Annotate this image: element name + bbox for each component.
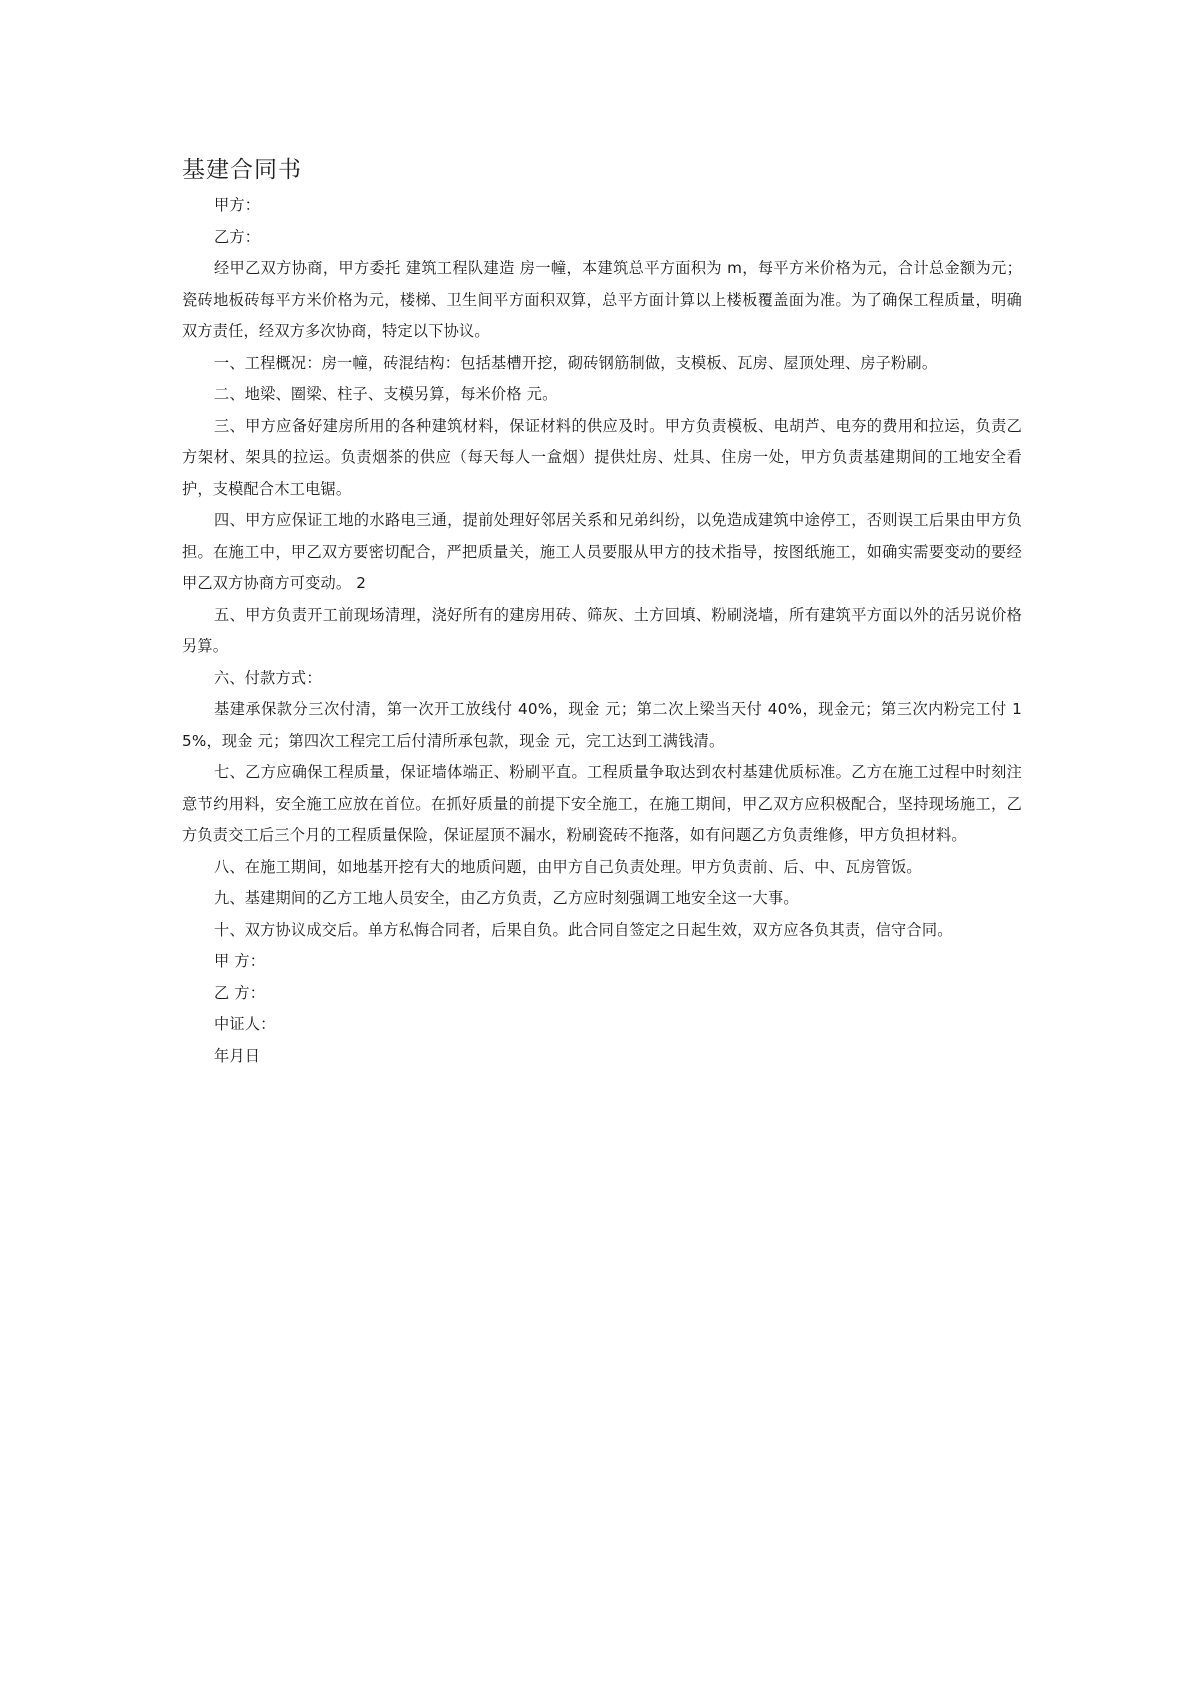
clause-2: 二、地梁、圈梁、柱子、支模另算，每米价格 元。 — [214, 385, 558, 403]
party-a-header: 甲方： — [214, 196, 261, 214]
party-b-header: 乙方： — [214, 227, 261, 246]
signature-party-a: 甲 方： — [214, 952, 266, 970]
signature-date: 年月日 — [214, 1046, 261, 1065]
clause-5: 五、甲方负责开工前现场清理，浇好所有的建房用砖、筛灰、土方回填、粉刷浇墙，所有建筑平方面以外的活另说价格另算。 — [182, 605, 1022, 655]
payment-terms: 基建承保款分三次付清，第一次开工放线付 40%，现金 元；第二次上梁当天付 40%，现金元；第三次内粉完工付 15%，现金 元；第四次工程完工后付清所承包款，现金 元，完工达到工满钱清。 — [182, 700, 1022, 750]
clause-8: 八、在施工期间，如地基开挖有大的地质问题，由甲方自己负责处理。甲方负责前、后、中、瓦房管饭。 — [214, 857, 922, 876]
clause-4: 四、甲方应保证工地的水路电三通，提前处理好邻居关系和兄弟纠纷，以免造成建筑中途停工，否则误工后果由甲方负担。在施工中，甲乙双方要密切配合，严把质量关，施工人员要服从甲方的技术指导，按图纸施工，如确实需要变动的要经甲乙双方协商方可变动。 2 — [182, 511, 1022, 592]
intro-paragraph: 经甲乙双方协商，甲方委托 建筑工程队建造 房一幢，本建筑总平方面积为 m，每平方米价格为元，合计总金额为元；瓷砖地板砖每平方米价格为元，楼梯、卫生间平方面积双算，总平方面计算以上楼板覆盖面为准。为了确保工程质量，明确双方责任，经双方多次协商，特定以下协议。 — [182, 259, 1022, 340]
signature-party-b: 乙 方： — [214, 983, 266, 1002]
clause-10: 十、双方协议成交后。单方私悔合同者，后果自负。此合同自签定之日起生效，双方应各负其责，信守合同。 — [214, 920, 953, 939]
document-title: 基建合同书 — [182, 157, 302, 183]
signature-witness: 中证人： — [214, 1015, 276, 1033]
document-body — [182, 152, 1022, 1072]
clause-6: 六、付款方式： — [214, 668, 322, 687]
clause-7: 七、乙方应确保工程质量，保证墙体端正、粉刷平直。工程质量争取达到农村基建优质标准。乙方在施工过程中时刻注意节约用料，安全施工应放在首位。在抓好质量的前提下安全施工，在施工期间，甲乙双方应积极配合，坚持现场施工，乙方负责交工后三个月的工程质量保险，保证屋顶不漏水，粉刷瓷砖不拖落，如有问题乙方负责维修，甲方负担材料。 — [182, 763, 1022, 844]
clause-9: 九、基建期间的乙方工地人员安全，由乙方负责，乙方应时刻强调工地安全这一大事。 — [214, 889, 799, 907]
clause-1: 一、工程概况：房一幢，砖混结构：包括基槽开挖，砌砖钢筋制做，支模板、瓦房、屋顶处理、房子粉刷。 — [214, 353, 938, 372]
clause-3: 三、甲方应备好建房所用的各种建筑材料，保证材料的供应及时。甲方负责模板、电胡芦、电夯的费用和拉运，负责乙方架材、架具的拉运。负责烟茶的供应（每天每人一盒烟）提供灶房、灶具、住房一处，甲方负责基建期间的工地安全看护，支模配合木工电锯。 — [182, 416, 1022, 498]
